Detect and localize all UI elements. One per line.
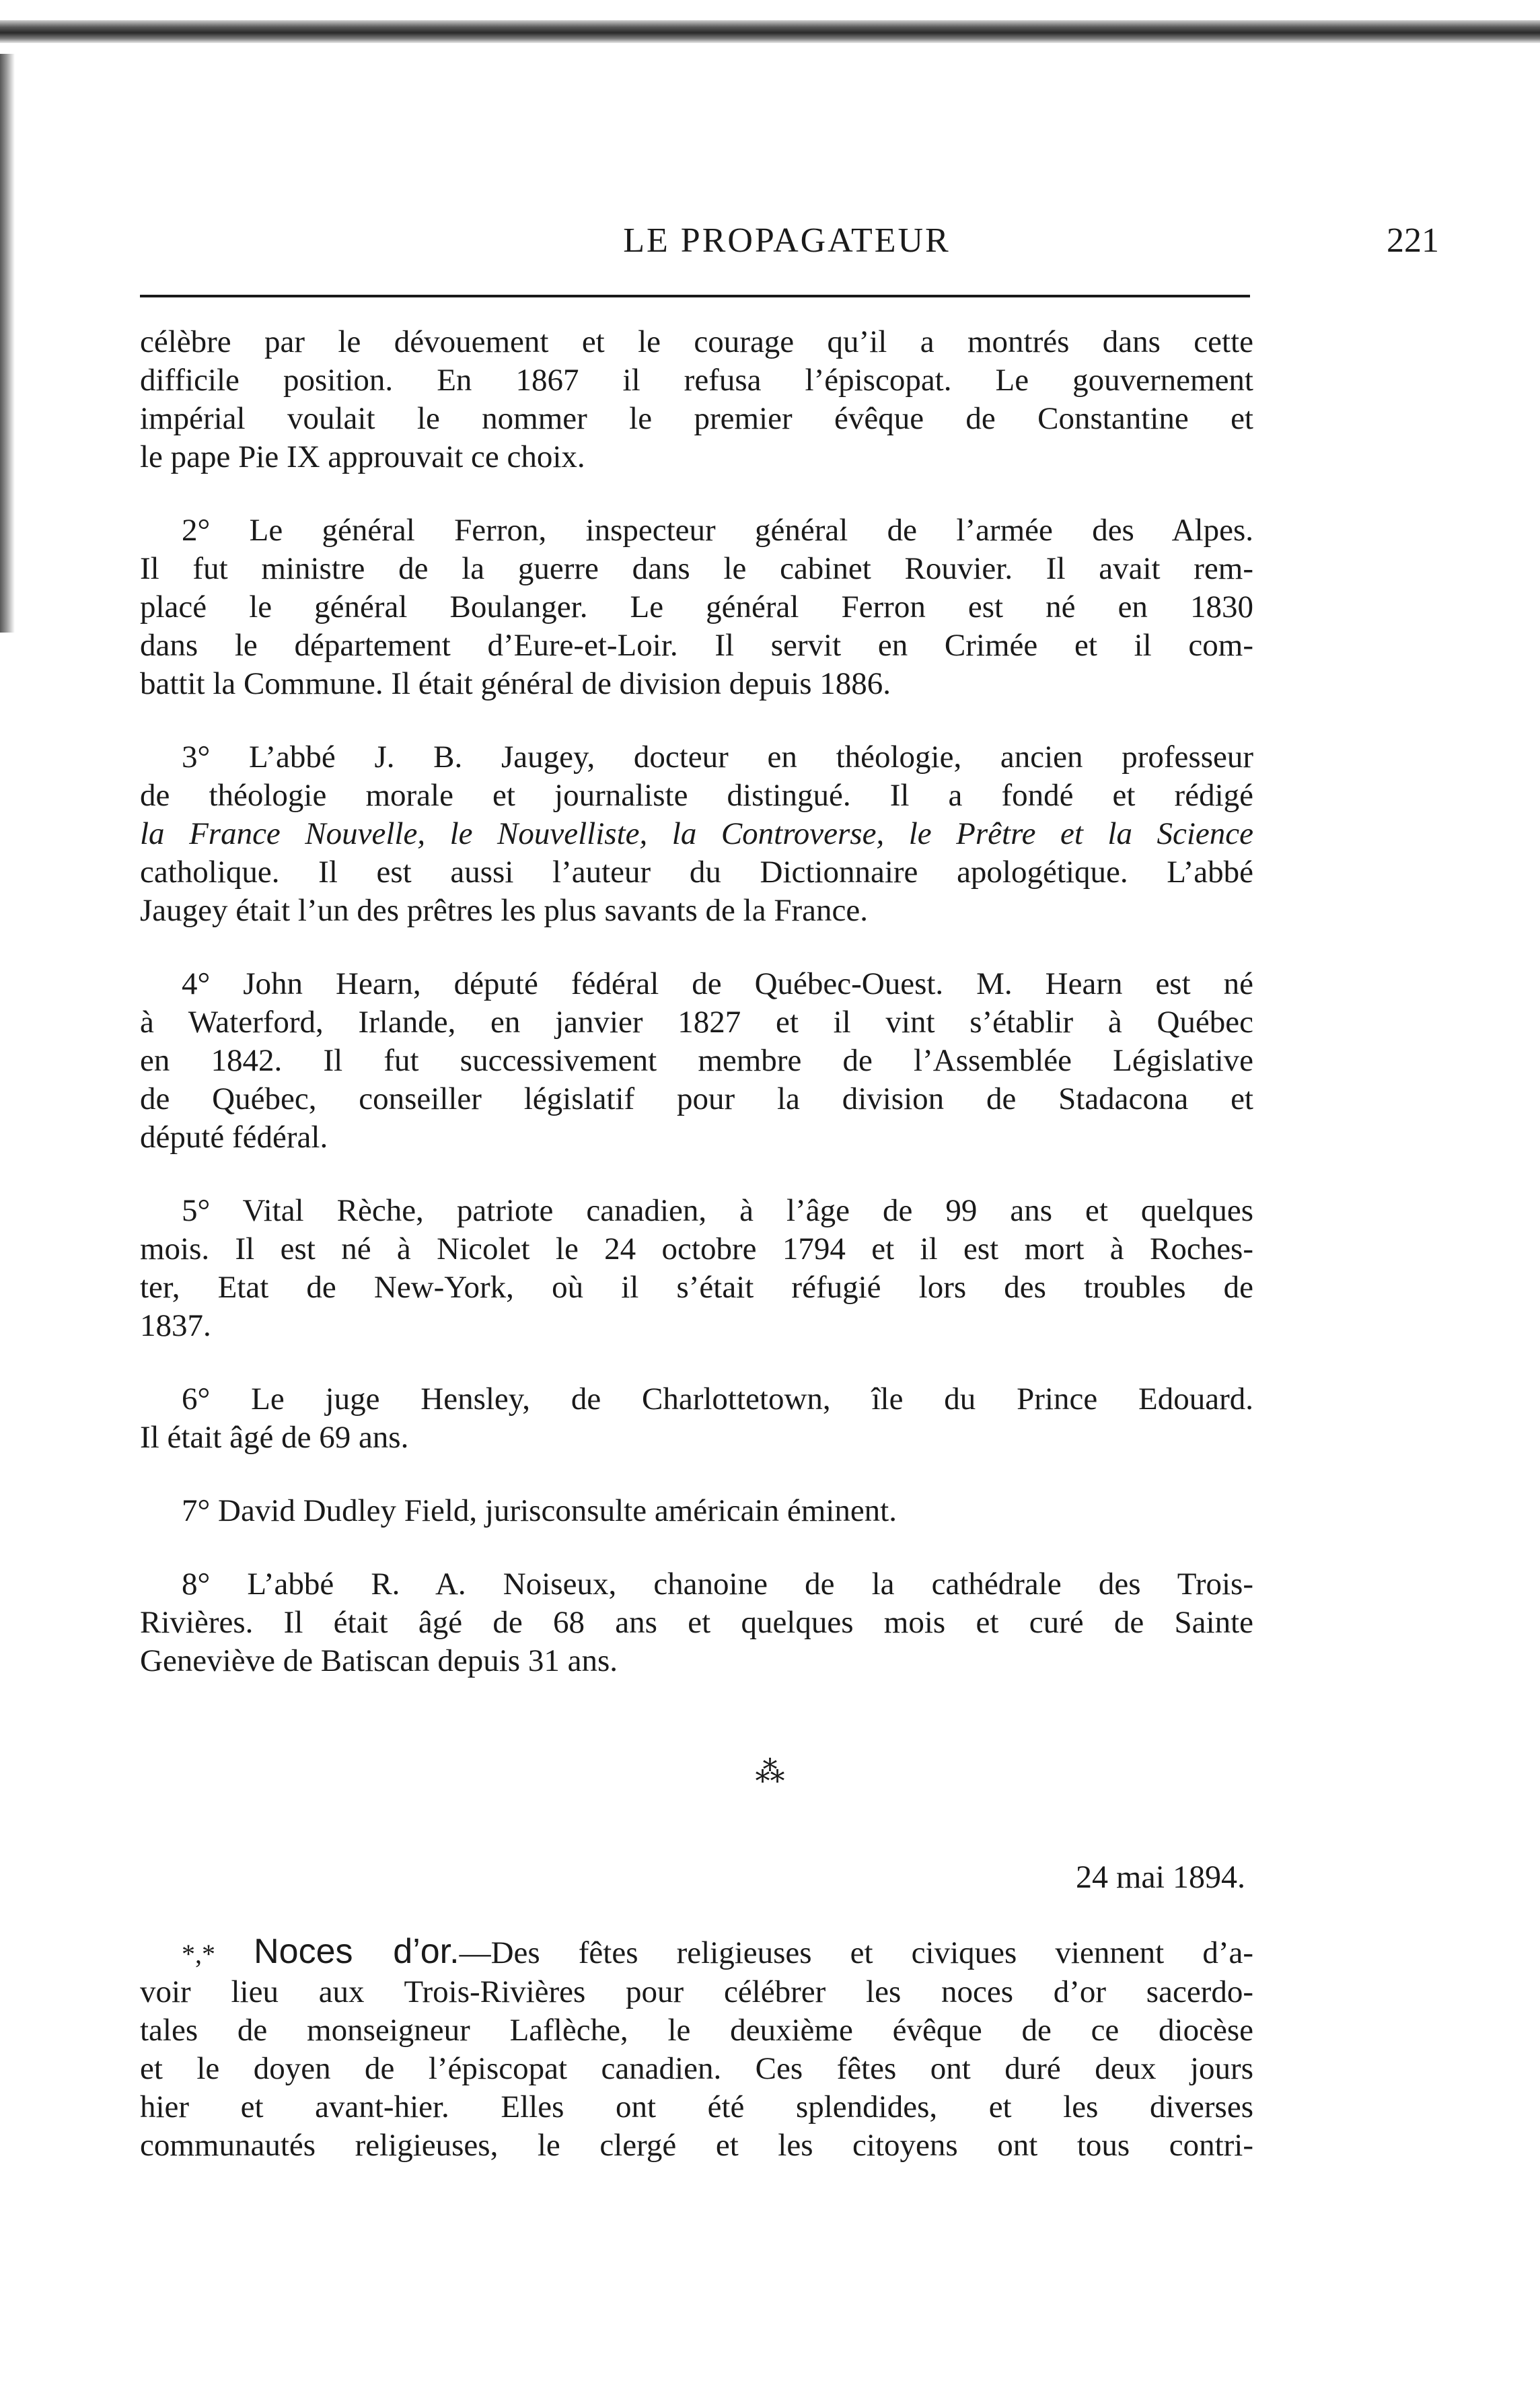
body-text [140, 323, 1253, 1715]
section-first-line [140, 1933, 1253, 1973]
text-line: —Des fêtes religieuses et civiques viennent d’a- [459, 1935, 1253, 1970]
text-line: impérial voulait le nommer le premier évêque de Constantine et [140, 401, 1253, 436]
noces-dor-section [140, 1933, 1253, 2165]
obituary-item-2 [140, 511, 1253, 703]
text-line: le pape Pie IX approuvait ce choix. [140, 439, 585, 474]
text-line-italic-titles: la France Nouvelle, le Nouvelliste, la Controverse, le Prêtre et la Science [140, 816, 1253, 851]
obituary-item-4 [140, 965, 1253, 1157]
text-line: Il fut ministre de la guerre dans le cabinet Rouvier. Il avait rem- [140, 551, 1253, 586]
text-line: voir lieu aux Trois-Rivières pour célébrer les noces d’or sacerdo- [140, 1974, 1253, 2009]
obituary-item-7 [140, 1492, 1253, 1530]
obituary-item-3 [140, 738, 1253, 930]
text-line: 4° John Hearn, député fédéral de Québec-Ouest. M. Hearn est né [182, 966, 1253, 1001]
page-number: 221 [1387, 221, 1439, 260]
text-line: en 1842. Il fut successivement membre de l’Assemblée Législative [140, 1043, 1253, 1078]
text-line: célèbre par le dévouement et le courage qu’il a montrés dans cette [140, 324, 1253, 359]
text-line: dans le département d’Eure-et-Loir. Il servit en Crimée et il com- [140, 628, 1253, 663]
text-line: 6° Le juge Hensley, de Charlottetown, île du Prince Edouard. [182, 1382, 1253, 1417]
page-header [135, 221, 1439, 261]
scan-edge-top [0, 20, 1540, 43]
text-line: à Waterford, Irlande, en janvier 1827 et il vint s’établir à Québec [140, 1005, 1253, 1040]
text-line: placé le général Boulanger. Le général Ferron est né en 1830 [140, 589, 1253, 624]
text-line: 5° Vital Rèche, patriote canadien, à l’âge de 99 ans et quelques [182, 1193, 1253, 1228]
asterism-divider: ⁂ [755, 1756, 785, 1789]
text-line: député fédéral. [140, 1120, 328, 1155]
obituary-item-6 [140, 1380, 1253, 1457]
text-line: 2° Le général Ferron, inspecteur général de l’armée des Alpes. [182, 513, 1253, 548]
text-line: hier et avant-hier. Elles ont été splendides, et les diverses [140, 2089, 1253, 2124]
text-line: 7° David Dudley Field, jurisconsulte américain éminent. [182, 1493, 897, 1528]
text-line: de théologie morale et journaliste distingué. Il a fondé et rédigé [140, 778, 1253, 813]
text-line: 3° L’abbé J. B. Jaugey, docteur en théologie, ancien professeur [182, 740, 1253, 775]
text-line: Geneviève de Batiscan depuis 31 ans. [140, 1643, 618, 1678]
text-line: et le doyen de l’épiscopat canadien. Ces fêtes ont duré deux jours [140, 2051, 1253, 2086]
text-line: battit la Commune. Il était général de division depuis 1886. [140, 666, 891, 701]
text-line: Il était âgé de 69 ans. [140, 1420, 409, 1455]
text-line: mois. Il est né à Nicolet le 24 octobre 1794 et il est mort à Roches- [140, 1231, 1253, 1266]
obituary-item-8 [140, 1565, 1253, 1680]
text-line: ter, Etat de New-York, où il s’était réfugié lors des troubles de [140, 1270, 1253, 1305]
text-line: 1837. [140, 1308, 211, 1343]
text-line: 8° L’abbé R. A. Noiseux, chanoine de la cathédrale des Trois- [182, 1567, 1253, 1602]
running-title: LE PROPAGATEUR [623, 221, 951, 260]
obituary-item-5 [140, 1192, 1253, 1345]
section-marker: *,* [182, 1939, 215, 1969]
text-line: difficile position. En 1867 il refusa l’épiscopat. Le gouvernement [140, 363, 1253, 398]
paragraph-continuation [140, 323, 1253, 476]
text-line: communautés religieuses, le clergé et les citoyens ont tous contri- [140, 2128, 1253, 2163]
scan-edge-left [0, 54, 15, 633]
text-line: catholique. Il est aussi l’auteur du Dictionnaire apologétique. L’abbé [140, 855, 1253, 890]
text-line: Jaugey était l’un des prêtres les plus savants de la France. [140, 893, 868, 928]
header-rule [140, 295, 1250, 297]
section-title: Noces d’or. [254, 1932, 460, 1971]
dateline: 24 mai 1894. [1076, 1859, 1245, 1895]
text-line: tales de monseigneur Laflèche, le deuxième évêque de ce diocèse [140, 2013, 1253, 2048]
text-line: de Québec, conseiller législatif pour la division de Stadacona et [140, 1081, 1253, 1116]
text-line: Rivières. Il était âgé de 68 ans et quelques mois et curé de Sainte [140, 1605, 1253, 1640]
